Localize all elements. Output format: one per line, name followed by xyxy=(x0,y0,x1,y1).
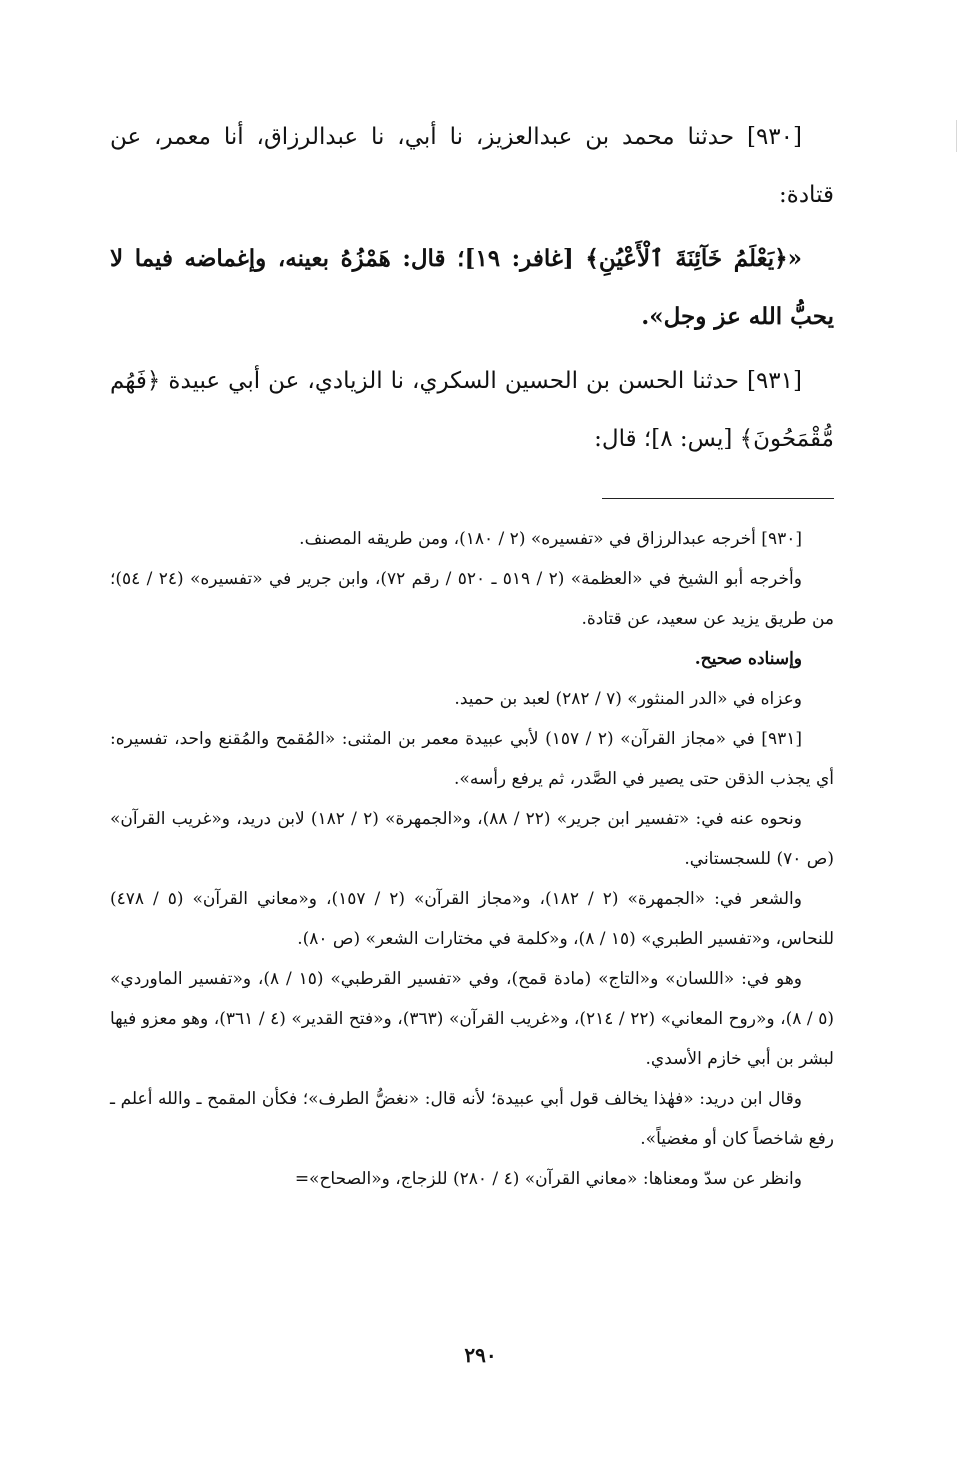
footnote-line: [٩٣١] في «مجاز القرآن» (٢ / ١٥٧) لأبي عبيدة معمر بن المثنى: «المُقمح والمُقنع واحد، تفسيره: أي يجذب الذقن حتى يصير في الصَّدر، ثم يرفع رأسه». xyxy=(110,729,834,789)
scan-margin-mark xyxy=(956,120,957,152)
footnote-line: وهو في: «اللسان» و«التاج» (مادة قمح)، وفي «تفسير القرطبي» (١٥ / ٨)، و«تفسير الماوردي» (٥ / ٨)، و«روح المعاني» (٢٢ / ٢١٤)، و«غريب القرآن» (٣٦٣)، و«فتح القدير» (٤ / ٣٦١)، وهو معزو فيها لبشر بن أبي خازم الأسدي. xyxy=(110,969,834,1069)
footnote-line: وانظر عن سدّ ومعناها: «معاني القرآن» (٤ / ٢٨٠) للزجاج، و«الصحاح»= xyxy=(294,1169,802,1189)
footnote-line: وعزاه في «الدر المنثور» (٧ / ٢٨٢) لعبد بن حميد. xyxy=(454,689,802,709)
page-number: ٢٩٠ xyxy=(464,1343,497,1367)
hadith-930-paragraph: [٩٣٠] حدثنا محمد بن عبدالعزيز، نا أبي، نا عبدالرزاق، أنا معمر، عن قتادة: xyxy=(110,124,834,208)
main-text xyxy=(110,108,834,468)
footnote-line: وإسناده صحيح. xyxy=(694,649,802,669)
book-page xyxy=(110,108,834,1408)
hadith-930-quote-paragraph: «﴿يَعْلَمُ خَآئِنَةَ ٱلْأَعْيُنِ﴾ [غافر: ١٩]؛ قال: هَمْزُهُ بعينه، وإغماضه فيما لا يحبُّ الله عز وجل». xyxy=(110,245,834,330)
hadith-931-paragraph: [٩٣١] حدثنا الحسن بن الحسين السكري، نا الزيادي، عن أبي عبيدة ﴿فَهُم مُّقْمَحُونَ﴾ [يس: ٨]؛ قال: xyxy=(110,368,834,452)
footnote-separator xyxy=(602,498,834,499)
footnote-line: والشعر في: «الجمهرة» (٢ / ١٨٢)، و«مجاز القرآن» (٢ / ١٥٧)، و«معاني القرآن» (٥ / ٤٧٨) للنحاس، و«تفسير الطبري» (١٥ / ٨)، و«كلمة في مختارات الشعر» (ص ٨٠). xyxy=(110,889,834,949)
footnote-line: وأخرجه أبو الشيخ في «العظمة» (٢ / ٥١٩ ـ ٥٢٠ / رقم ٧٢)، وابن جرير في «تفسيره» (٢٤ / ٥٤)؛ من طريق يزيد عن سعيد، عن قتادة. xyxy=(110,569,834,629)
footnote-line: ونحوه عنه في: «تفسير ابن جرير» (٢٢ / ٨٨)، و«الجمهرة» (٢ / ١٨٢) لابن دريد، و«غريب القرآن» (ص ٧٠) للسجستاني. xyxy=(110,809,834,869)
footnotes xyxy=(110,519,834,1199)
footnote-line: وقال ابن دريد: «فهٰذا يخالف قول أبي عبيدة؛ لأنه قال: «نغضُّ الطرف»؛ فكأن المقمح ـ والله أعلم ـ رفع شاخصاً كان أو مغضياً». xyxy=(110,1089,834,1149)
footnote-line: [٩٣٠] أخرجه عبدالرزاق في «تفسيره» (٢ / ١٨٠)، ومن طريقه المصنف. xyxy=(299,529,802,549)
